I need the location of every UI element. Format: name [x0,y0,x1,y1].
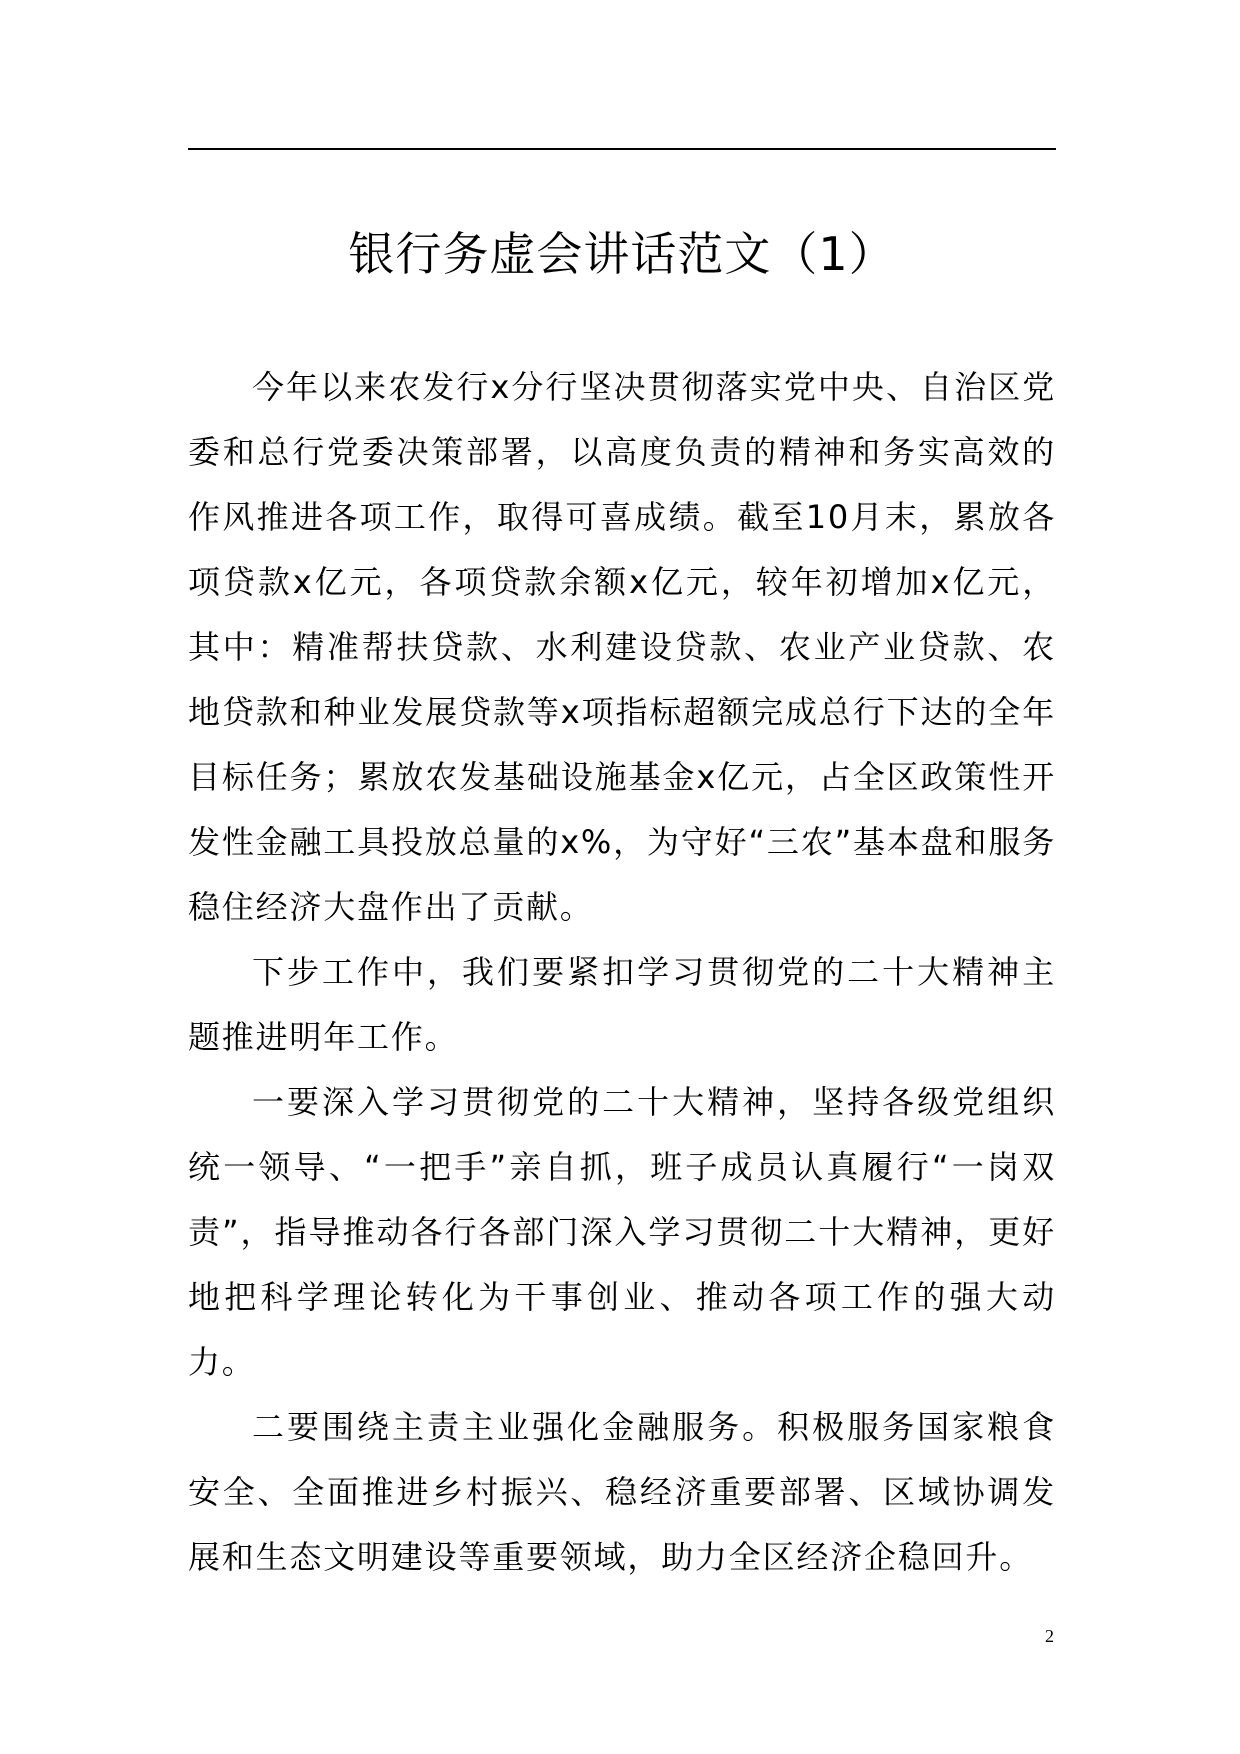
page-number: 2 [1045,1626,1054,1646]
paragraph-3: 一要深入学习贯彻党的二十大精神，坚持各级党组织统一领导、“一把手”亲自抓，班子成员认真履行“一岗双责”，指导推动各行各部门深入学习贯彻二十大精神，更好地把科学理论转化为干事创业、推动各项工作的强大动力。 [188,1083,1056,1381]
paragraph-4: 二要围绕主责主业强化金融服务。积极服务国家粮食安全、全面推进乡村振兴、稳经济重要部署、区域协调发展和生态文明建设等重要领域，助力全区经济企稳回升。 [188,1408,1056,1576]
paragraph-2: 下步工作中，我们要紧扣学习贯彻党的二十大精神主题推进明年工作。 [188,953,1056,1056]
document-body [188,355,1056,1590]
header-rule [188,148,1056,150]
document-title: 银行务虚会讲话范文（1） [348,227,896,281]
paragraph-1: 今年以来农发行x分行坚决贯彻落实党中央、自治区党委和总行党委决策部署，以高度负责的精神和务实高效的作风推进各项工作，取得可喜成绩。截至10月末，累放各项贷款x亿元，各项贷款余额x亿元，较年初增加x亿元，其中：精准帮扶贷款、水利建设贷款、农业产业贷款、农地贷款和种业发展贷款等x项指标超额完成总行下达的全年目标任务；累放农发基础设施基金x亿元，占全区政策性开发性金融工具投放总量的x%，为守好“三农”基本盘和服务稳住经济大盘作出了贡献。 [188,368,1056,926]
